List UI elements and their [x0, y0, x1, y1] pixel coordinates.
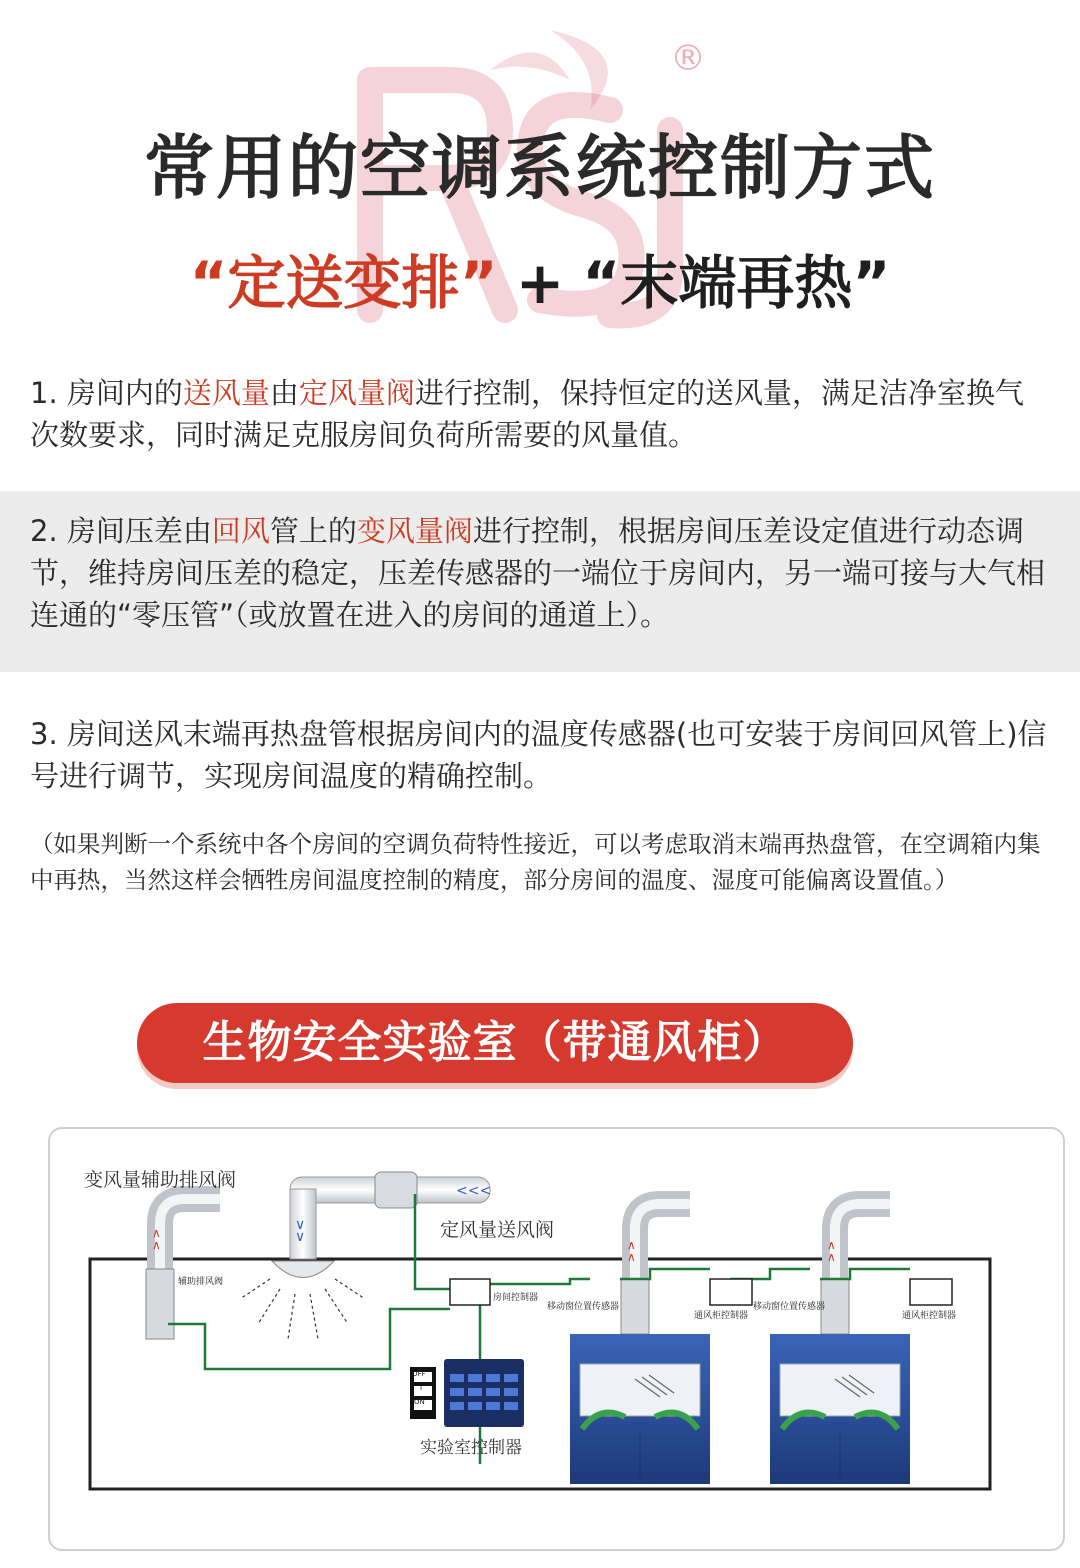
svg-text:∨: ∨	[295, 1217, 306, 1233]
p1-highlight-supply-air: 送风量	[182, 376, 270, 410]
panel-label-mid: I	[420, 1384, 423, 1392]
label-vav-aux-exhaust-valve: 变风量辅助排风阀	[84, 1169, 237, 1191]
p1-highlight-cav-valve: 定风量阀	[298, 376, 415, 410]
p2-highlight-return-air: 回风	[211, 514, 270, 548]
p1-text-a: 1. 房间内的	[30, 376, 183, 410]
svg-text:∧: ∧	[627, 1238, 636, 1252]
supply-diffuser	[272, 1261, 334, 1278]
panel-label-on: ON	[414, 1398, 425, 1406]
subtitle-terminal-reheat: “末端再热”	[582, 249, 891, 317]
p2-text-c: 进行控制，根据房间压差设定值进行动态调节，维持房间压差的稳定，压差传感器的一端位于房间内，另一端可接与大气相连通的“零压管”（或放置在进入的房间的通道上）。	[30, 514, 1046, 632]
svg-text:∧: ∧	[152, 1226, 161, 1240]
fume-hood-1	[570, 1334, 710, 1484]
label-lab-controller: 实验室控制器	[420, 1438, 522, 1458]
paragraph-3: 3. 房间送风末端再热盘管根据房间内的温度传感器(也可安装于房间回风管上)信号进行调节，实现房间温度的精确控制。	[30, 717, 1047, 793]
svg-text:<<<: <<<	[456, 1183, 492, 1199]
hood-controller-box-1	[710, 1279, 752, 1305]
diagram-graphics	[50, 1129, 1063, 1549]
p2-text-a: 2. 房间压差由	[30, 514, 212, 548]
label-cav-supply-valve: 定风量送风阀	[440, 1219, 555, 1241]
subtitle-fixed-supply-variable-exhaust: “定送变排”	[189, 249, 498, 317]
aux-exhaust-duct-left	[146, 1199, 220, 1339]
paragraph-1	[30, 372, 1050, 456]
paragraph-2	[30, 510, 1050, 636]
lab-controller-device	[410, 1359, 524, 1427]
diffuser-airflow-arrows	[240, 1279, 365, 1339]
svg-text:∧: ∧	[827, 1238, 836, 1252]
svg-text:∧: ∧	[152, 1238, 161, 1252]
page-subtitle	[0, 236, 1080, 320]
note-paragraph: （如果判断一个系统中各个房间的空调负荷特性接近，可以考虑取消末端再热盘管，在空调箱内集中再热，当然这样会牺牲房间温度控制的精度，部分房间的温度、湿度可能偏离设置值。）	[30, 830, 1041, 894]
label-hood-controller-2: 通风柜控制器	[902, 1311, 957, 1321]
label-room-controller: 房间控制器	[493, 1293, 539, 1303]
page-title: 常用的空调系统控制方式	[144, 127, 936, 209]
lab-ventilation-diagram	[48, 1127, 1065, 1551]
panel-label-off: OFF	[412, 1370, 426, 1378]
label-aux-exhaust-valve: 辅助排风阀	[178, 1277, 224, 1287]
subtitle-plus: +	[515, 249, 565, 317]
section-heading-pill	[137, 1003, 853, 1083]
label-sash-sensor-2: 移动窗位置传感器	[753, 1302, 826, 1312]
label-hood-controller-1: 通风柜控制器	[694, 1311, 749, 1321]
hood-exhaust-duct-2	[821, 1204, 890, 1339]
p1-text-c: 进行控制，保持恒定的送风量，满足洁净室换气次数要求，同时满足克服房间负荷所需要的风量值。	[30, 376, 1024, 452]
room-controller-box	[450, 1279, 490, 1305]
p1-text-b: 由	[269, 376, 299, 410]
p2-text-b: 管上的	[269, 514, 357, 548]
hood-controller-box-2	[910, 1279, 952, 1305]
svg-text:∨: ∨	[295, 1229, 306, 1245]
svg-text:∧: ∧	[627, 1250, 636, 1264]
section-heading-text: 生物安全实验室（带通风柜）	[202, 1017, 788, 1068]
svg-text:®: ®	[670, 38, 706, 79]
fume-hood-2	[770, 1334, 910, 1484]
hood-exhaust-duct-1	[621, 1204, 690, 1339]
svg-text:∧: ∧	[827, 1250, 836, 1264]
label-sash-sensor-1: 移动窗位置传感器	[547, 1302, 620, 1312]
p2-highlight-vav-valve: 变风量阀	[356, 514, 473, 548]
